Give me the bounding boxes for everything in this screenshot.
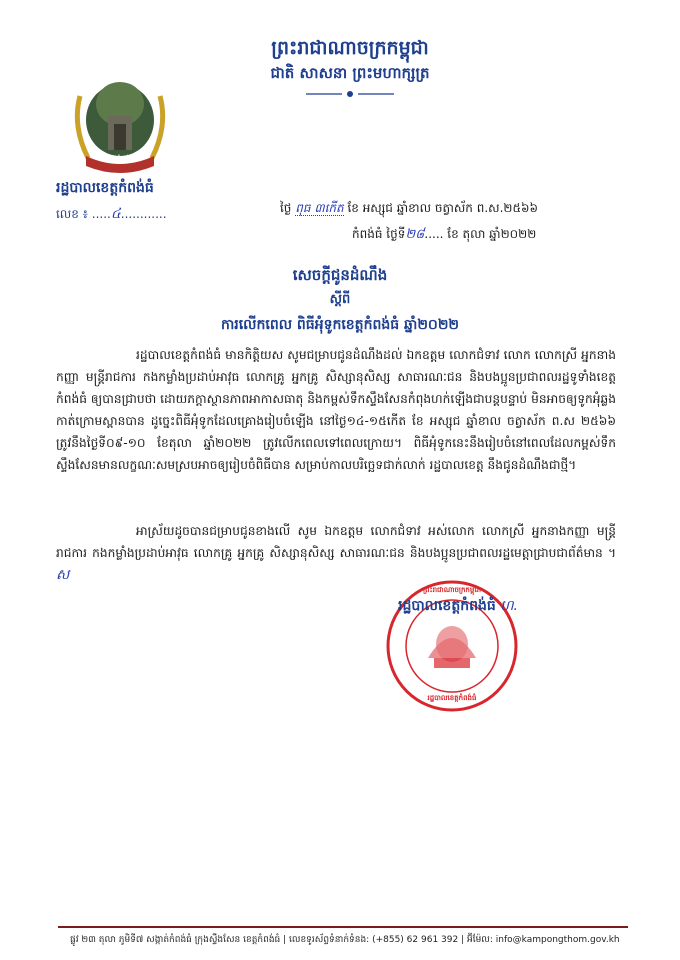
ref-value: ៤ xyxy=(110,206,121,222)
initials-mark: ស xyxy=(56,567,70,583)
solar-rest: ..... ខែ តុលា ឆ្នាំ២០២២ xyxy=(424,227,537,241)
ornament-icon xyxy=(300,89,400,99)
ref-trailing-dots: ............ xyxy=(120,207,167,221)
notice-title: សេចក្តីជូនដំណឹង xyxy=(292,266,388,284)
lunar-handwritten: ពុធ ៣កើត xyxy=(295,201,344,215)
reference-number xyxy=(56,204,167,225)
body-paragraph-2-text: អាស្រ័យដូចបានជម្រាបជូនខាងលើ សូម ឯកឧត្តម លោកជំទាវ អស់លោក លោកស្រី អ្នកនាងកញ្ញា មន្ត្រីរាជការ កងកម្លាំងប្រដាប់អាវុធ លោកគ្រូ អ្នកគ្រូ សិស្សានុសិស្ស សាធារណៈជន និងបងប្អូនប្រជាពលរដ្ឋមេត្តាជ្រាបជាព័ត៌មាន ។ xyxy=(56,524,616,560)
footer-rule xyxy=(58,926,628,928)
footer-email-label: អ៊ីម៉ែល: xyxy=(467,935,493,945)
seal-bottom-text: រដ្ឋបាលខេត្តកំពង់ធំ xyxy=(427,694,477,702)
solar-day: ២៨ xyxy=(405,227,425,242)
lunar-date xyxy=(280,200,538,218)
footer-phone: (+855) 62 961 392 xyxy=(372,935,459,945)
solar-date xyxy=(352,226,536,245)
kingdom-heading: ព្រះរាជាណាចក្រកម្ពុជា xyxy=(271,37,429,59)
emblem-caption: ខេត្តកំពង់ធំ xyxy=(105,155,135,163)
solar-prefix: កំពង់ធំ ថ្ងៃទី xyxy=(352,227,406,241)
provincial-emblem xyxy=(68,66,172,176)
notice-subtitle: ស្តីពី xyxy=(329,292,351,307)
signature-org: រដ្ឋបាលខេត្តកំពង់ធំ xyxy=(398,598,496,614)
seal-top-text: ព្រះរាជាណាចក្រកម្ពុជា xyxy=(422,586,481,594)
footer-address: ផ្លូវ ២៣ តុលា ភូមិទី៧ សង្កាត់កំពង់ធំ ក្រុងស្ទឹងសែន ខេត្តកំពង់ធំ xyxy=(70,935,281,945)
body-paragraph-2 xyxy=(56,520,616,586)
motto-heading: ជាតិ សាសនា ព្រះមហាក្សត្រ xyxy=(270,64,430,82)
ornament-divider xyxy=(300,88,400,102)
ref-dots: ..... xyxy=(91,207,111,221)
body-paragraph-1: រដ្ឋបាលខេត្តកំពង់ធំ មានកិត្តិយស សូមជម្រាបជូនដំណឹងដល់ ឯកឧត្តម លោកជំទាវ លោក លោកស្រី អ្នកនាងកញ្ញា មន្ត្រីរាជការ កងកម្លាំងប្រដាប់អាវុធ លោកគ្រូ អ្នកគ្រូ សិស្សានុសិស្ស សាធារណៈជន និងបងប្អូនប្រជាពលរដ្ឋទូទាំងខេត្តកំពង់ធំ ឲ្យបានជ្រាបថា ដោយភក្តាស្ថានភាពអាកាសធាតុ និងកម្ពស់ទឹកស្ទឹងសែនកំពុងហក់ឡើងជាបន្តបន្ទាប់ មិនអាចឲ្យទូកអុំឆ្លងកាត់ក្រោមស្ពានបាន ដូច្នេះពិធីអុំទូកដែលគ្រោងរៀបចំឡើង នៅថ្ងៃ១៤-១៥កើត ខែ អស្សុជ ឆ្នាំខាល ចត្វាស័ក ព.ស ២៥៦៦ ត្រូវនឹងថ្ងៃទី០៩-១០ ខែតុលា ឆ្នាំ២០២២ ត្រូវលើកពេលទៅពេលក្រោយ។ ពិធីអុំទូកនេះនឹងរៀបចំនៅពេលដែលកម្ពស់ទឹកស្ទឹងសែនមានលក្ខណៈសមស្របអាចឲ្យរៀបចំពិធីបាន សម្រាប់កាលបរិច្ឆេទជាក់លាក់ រដ្ឋបាលខេត្ត នឹងជូនដំណឹងជាថ្មី។ xyxy=(56,348,616,472)
signature-line xyxy=(398,596,518,617)
sender-org: រដ្ឋបាលខេត្តកំពង់ធំ xyxy=(56,180,154,196)
ref-label: លេខ ៖ xyxy=(56,207,88,221)
signature-mark: ហ. xyxy=(500,598,518,614)
lunar-prefix: ថ្ងៃ xyxy=(280,201,292,215)
footer-phone-label: លេខទូរស័ព្ទទំនាក់ទំនង: xyxy=(289,935,370,945)
footer-email[interactable]: info@kampongthom.gov.kh xyxy=(495,935,620,945)
notice-topic: ការលើកពេល ពិធីអុំទូកខេត្តកំពង់ធំ ឆ្នាំ២០២២ xyxy=(220,317,460,333)
lunar-rest: ខែ អស្សុជ ឆ្នាំខាល ចត្វាស័ក ព.ស.២៥៦៦ xyxy=(347,201,538,215)
footer-contact: ផ្លូវ ២៣ តុលា ភូមិទី៧ សង្កាត់កំពង់ធំ ក្រុងស្ទឹងសែន ខេត្តកំពង់ធំ | លេខទូរស័ព្ទទំនាក់ទំនង: (+855) 62 961 392 | អ៊ីម៉ែល: info@kampongthom.gov.kh xyxy=(70,935,620,945)
